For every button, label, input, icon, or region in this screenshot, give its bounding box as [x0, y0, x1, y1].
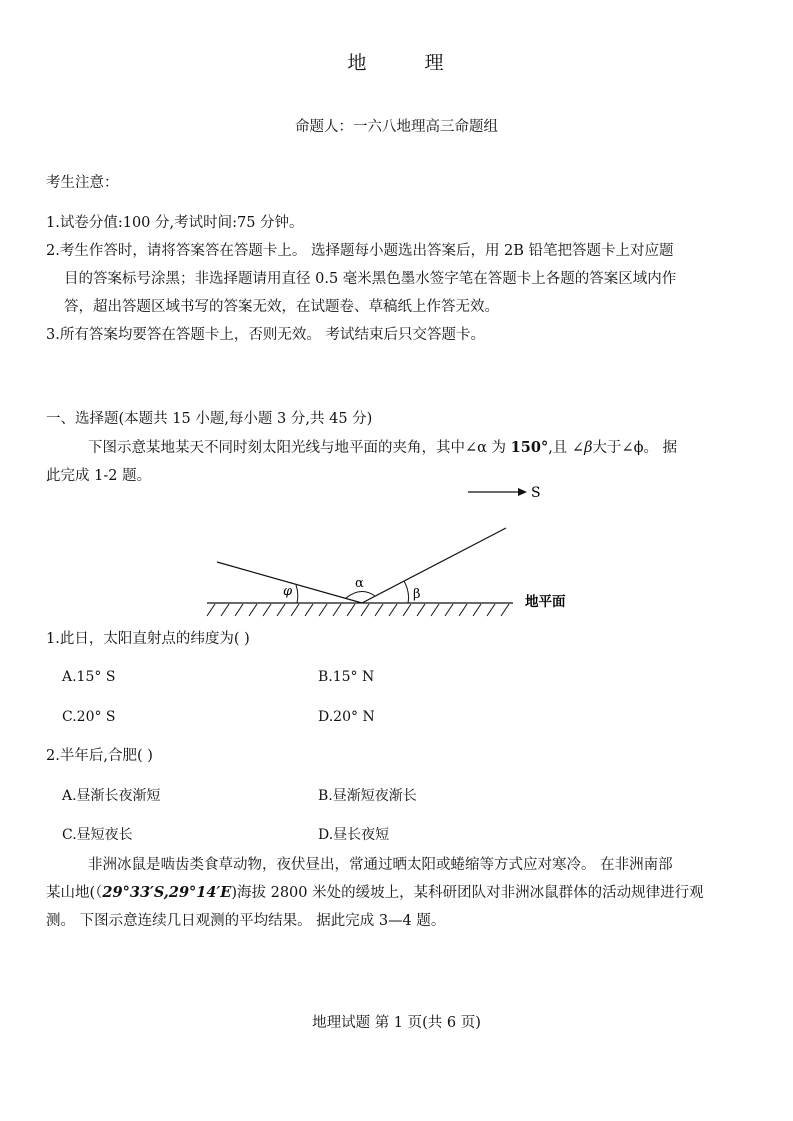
question-1-option-a: A.15° S	[62, 669, 116, 685]
hatch-mark	[249, 604, 257, 616]
hatch-mark	[235, 604, 243, 616]
passage-2-text-a: 某山地(（	[46, 885, 103, 901]
question-2-option-b: B.昼渐短夜渐长	[318, 788, 417, 804]
intro-beta: β	[584, 440, 593, 456]
hatch-mark	[221, 604, 229, 616]
title-char-2: 理	[424, 52, 446, 74]
question-intro-line-2: 此完成 1-2 题。	[46, 468, 152, 484]
passage-2-text-c: )海拔 2800 米处的缓坡上，某科研团队对非洲冰鼠群体的活动规律进行观	[231, 885, 704, 901]
hatch-mark	[389, 604, 397, 616]
right-ray	[362, 528, 506, 603]
passage-2-coordinates: 29°33′S,29°14′E	[102, 884, 232, 901]
hatch-mark	[487, 604, 495, 616]
arrow-head	[518, 488, 527, 496]
question-1-stem: 1.此日，太阳直射点的纬度为( )	[46, 631, 250, 647]
intro-text-e: 大于∠ϕ。 据	[592, 440, 678, 456]
alpha-label: α	[355, 576, 364, 591]
hatch-mark	[431, 604, 439, 616]
question-2-option-c: C.昼短夜长	[62, 827, 133, 843]
sun-angle-diagram	[195, 480, 595, 620]
phi-label: φ	[283, 584, 293, 599]
question-1-option-d: D.20° N	[318, 709, 375, 725]
passage-2-line-1: 非洲冰鼠是啮齿类食草动物，夜伏昼出，常通过晒太阳或蜷缩等方式应对寒冷。 在非洲南部	[88, 857, 673, 873]
hatch-mark	[319, 604, 327, 616]
arrow-label: S	[531, 485, 541, 501]
notice-item-2-line-2: 目的答案标号涂黑；非选择题请用直径 0.5 毫米黑色墨水签字笔在答题卡上各题的答案区域内作	[64, 271, 677, 287]
hatch-mark	[445, 604, 453, 616]
hatch-mark	[459, 604, 467, 616]
question-2-option-d: D.昼长夜短	[318, 827, 390, 843]
beta-label: β	[413, 587, 421, 602]
title-char-1: 地	[347, 52, 369, 74]
hatch-mark	[473, 604, 481, 616]
hatch-mark	[305, 604, 313, 616]
hatch-mark	[347, 604, 355, 616]
intro-angle-value: 150°	[510, 439, 549, 456]
ground-label: 地平面	[525, 594, 566, 610]
intro-text-c: ,且 ∠	[548, 440, 585, 456]
question-2-stem: 2.半年后,合肥( )	[46, 748, 153, 764]
hatch-mark	[291, 604, 299, 616]
intro-text-a: 下图示意某地某天不同时刻太阳光线与地平面的夹角，其中∠α 为	[88, 440, 511, 456]
ground-hatching	[207, 604, 509, 616]
alpha-arc	[346, 591, 375, 598]
beta-arc	[404, 581, 409, 603]
question-2-option-a: A.昼渐长夜渐短	[62, 788, 161, 804]
passage-2-line-2	[46, 881, 704, 902]
hatch-mark	[501, 604, 509, 616]
hatch-mark	[417, 604, 425, 616]
phi-arc	[296, 585, 298, 603]
hatch-mark	[263, 604, 271, 616]
hatch-mark	[333, 604, 341, 616]
section-heading: 一、选择题(本题共 15 小题,每小题 3 分,共 45 分)	[46, 411, 373, 427]
hatch-mark	[277, 604, 285, 616]
notice-item-2-line-3: 答，超出答题区域书写的答案无效，在试题卷、草稿纸上作答无效。	[64, 299, 499, 315]
notice-item-1: 1.试卷分值:100 分,考试时间:75 分钟。	[46, 215, 304, 231]
hatch-mark	[207, 604, 215, 616]
passage-2-line-3: 测。 下图示意连续几日观测的平均结果。 据此完成 3—4 题。	[46, 913, 446, 929]
hatch-mark	[375, 604, 383, 616]
author-line: 命题人：一六八地理高三命题组	[295, 119, 498, 135]
hatch-mark	[403, 604, 411, 616]
notice-item-3: 3.所有答案均要答在答题卡上，否则无效。 考试结束后只交答题卡。	[46, 327, 485, 343]
notice-item-2-line-1: 2.考生作答时，请将答案答在答题卡上。 选择题每小题选出答案后，用 2B 铅笔把答题卡上对应题	[46, 243, 674, 259]
page-footer: 地理试题 第 1 页(共 6 页)	[312, 1015, 481, 1031]
page-title	[0, 48, 793, 75]
notice-heading: 考生注意：	[46, 175, 119, 191]
question-1-option-c: C.20° S	[62, 709, 116, 725]
hatch-mark	[361, 604, 369, 616]
question-intro-line-1	[88, 436, 677, 457]
question-1-option-b: B.15° N	[318, 669, 375, 685]
